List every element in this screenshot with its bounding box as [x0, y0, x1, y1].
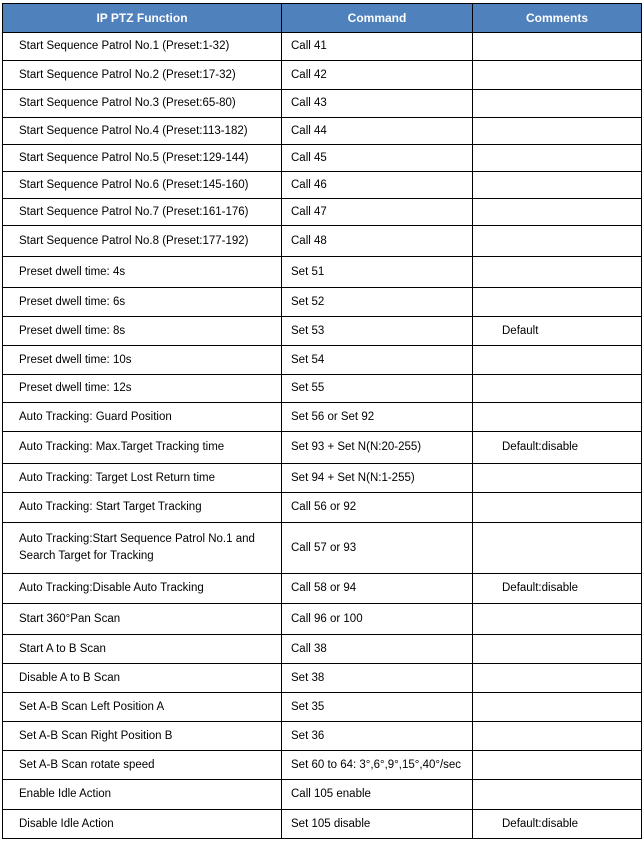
command-cell: Set 56 or Set 92 [282, 403, 473, 432]
table-row [3, 810, 642, 839]
command-cell: Call 105 enable [282, 780, 473, 810]
table-row [3, 257, 642, 288]
command-cell: Call 44 [282, 118, 473, 145]
table-row [3, 523, 642, 574]
function-cell: Preset dwell time: 4s [3, 257, 282, 288]
header-command: Command [282, 4, 473, 33]
comment-cell [473, 664, 642, 693]
function-cell: Start Sequence Patrol No.1 (Preset:1-32) [3, 33, 282, 61]
comment-cell: Default:disable [473, 432, 642, 464]
command-cell: Set 93 + Set N(N:20-255) [282, 432, 473, 464]
table-row [3, 199, 642, 226]
table-row [3, 693, 642, 722]
command-cell: Set 38 [282, 664, 473, 693]
function-cell: Preset dwell time: 10s [3, 346, 282, 375]
comment-cell [473, 172, 642, 199]
command-cell: Set 94 + Set N(N:1-255) [282, 464, 473, 493]
function-cell: Set A-B Scan Right Position B [3, 722, 282, 751]
header-comments: Comments [473, 4, 642, 33]
comment-cell [473, 226, 642, 257]
comment-cell [473, 288, 642, 317]
function-cell: Start Sequence Patrol No.5 (Preset:129-144) [3, 145, 282, 172]
command-cell: Set 55 [282, 375, 473, 403]
command-cell: Call 38 [282, 635, 473, 664]
command-cell: Call 58 or 94 [282, 574, 473, 604]
command-cell: Set 54 [282, 346, 473, 375]
table-row [3, 317, 642, 346]
command-cell: Set 36 [282, 722, 473, 751]
comment-cell [473, 493, 642, 523]
function-cell: Auto Tracking: Guard Position [3, 403, 282, 432]
comment-cell [473, 464, 642, 493]
table-row [3, 90, 642, 118]
command-cell: Call 48 [282, 226, 473, 257]
function-cell: Start Sequence Patrol No.4 (Preset:113-182) [3, 118, 282, 145]
function-cell: Auto Tracking: Target Lost Return time [3, 464, 282, 493]
table-row [3, 375, 642, 403]
function-cell: Start Sequence Patrol No.2 (Preset:17-32) [3, 61, 282, 90]
table-row [3, 493, 642, 523]
function-cell: Disable Idle Action [3, 810, 282, 839]
table-row [3, 172, 642, 199]
table-row [3, 635, 642, 664]
function-cell: Set A-B Scan rotate speed [3, 751, 282, 780]
comment-cell: Default:disable [473, 810, 642, 839]
comment-cell [473, 635, 642, 664]
function-cell: Preset dwell time: 6s [3, 288, 282, 317]
table-row [3, 574, 642, 604]
function-cell: Start Sequence Patrol No.7 (Preset:161-176) [3, 199, 282, 226]
comment-cell [473, 118, 642, 145]
comment-cell [473, 257, 642, 288]
comment-cell [473, 403, 642, 432]
table-row [3, 432, 642, 464]
table-row [3, 33, 642, 61]
comment-cell [473, 693, 642, 722]
table-row [3, 664, 642, 693]
function-cell: Disable A to B Scan [3, 664, 282, 693]
function-cell: Start Sequence Patrol No.6 (Preset:145-160) [3, 172, 282, 199]
comment-cell [473, 375, 642, 403]
comment-cell [473, 604, 642, 635]
table-row [3, 722, 642, 751]
command-cell: Call 96 or 100 [282, 604, 473, 635]
header-row [3, 4, 642, 33]
table-row [3, 226, 642, 257]
table-row [3, 604, 642, 635]
table-row [3, 751, 642, 780]
comment-cell [473, 780, 642, 810]
command-cell: Call 56 or 92 [282, 493, 473, 523]
command-cell: Call 41 [282, 33, 473, 61]
table-row [3, 118, 642, 145]
table-row [3, 464, 642, 493]
command-cell: Set 35 [282, 693, 473, 722]
command-cell: Call 47 [282, 199, 473, 226]
function-cell: Start A to B Scan [3, 635, 282, 664]
comment-cell [473, 199, 642, 226]
table-row [3, 346, 642, 375]
comment-cell [473, 61, 642, 90]
comment-cell: Default:disable [473, 574, 642, 604]
command-cell: Call 45 [282, 145, 473, 172]
function-cell: Start Sequence Patrol No.8 (Preset:177-192) [3, 226, 282, 257]
comment-cell [473, 145, 642, 172]
table-row [3, 403, 642, 432]
function-cell: Preset dwell time: 12s [3, 375, 282, 403]
comment-cell [473, 33, 642, 61]
comment-cell [473, 751, 642, 780]
function-cell: Enable Idle Action [3, 780, 282, 810]
comment-cell: Default [473, 317, 642, 346]
command-cell: Set 105 disable [282, 810, 473, 839]
command-cell: Call 42 [282, 61, 473, 90]
table-row [3, 780, 642, 810]
function-cell: Start 360°Pan Scan [3, 604, 282, 635]
command-cell: Call 43 [282, 90, 473, 118]
function-cell: Preset dwell time: 8s [3, 317, 282, 346]
command-cell: Set 52 [282, 288, 473, 317]
function-cell: Auto Tracking: Max.Target Tracking time [3, 432, 282, 464]
table-row [3, 61, 642, 90]
table-row [3, 288, 642, 317]
function-cell: Auto Tracking:Start Sequence Patrol No.1 and Search Target for Tracking [3, 523, 282, 574]
comment-cell [473, 90, 642, 118]
command-cell: Set 53 [282, 317, 473, 346]
command-cell: Set 51 [282, 257, 473, 288]
command-cell: Call 46 [282, 172, 473, 199]
function-cell: Start Sequence Patrol No.3 (Preset:65-80) [3, 90, 282, 118]
ptz-function-table [2, 3, 642, 839]
comment-cell [473, 722, 642, 751]
command-cell: Set 60 to 64: 3°,6°,9°,15°,40°/sec [282, 751, 473, 780]
header-function: IP PTZ Function [3, 4, 282, 33]
comment-cell [473, 346, 642, 375]
function-cell: Set A-B Scan Left Position A [3, 693, 282, 722]
table-row [3, 145, 642, 172]
function-cell: Auto Tracking: Start Target Tracking [3, 493, 282, 523]
command-cell: Call 57 or 93 [282, 523, 473, 574]
function-cell: Auto Tracking:Disable Auto Tracking [3, 574, 282, 604]
comment-cell [473, 523, 642, 574]
